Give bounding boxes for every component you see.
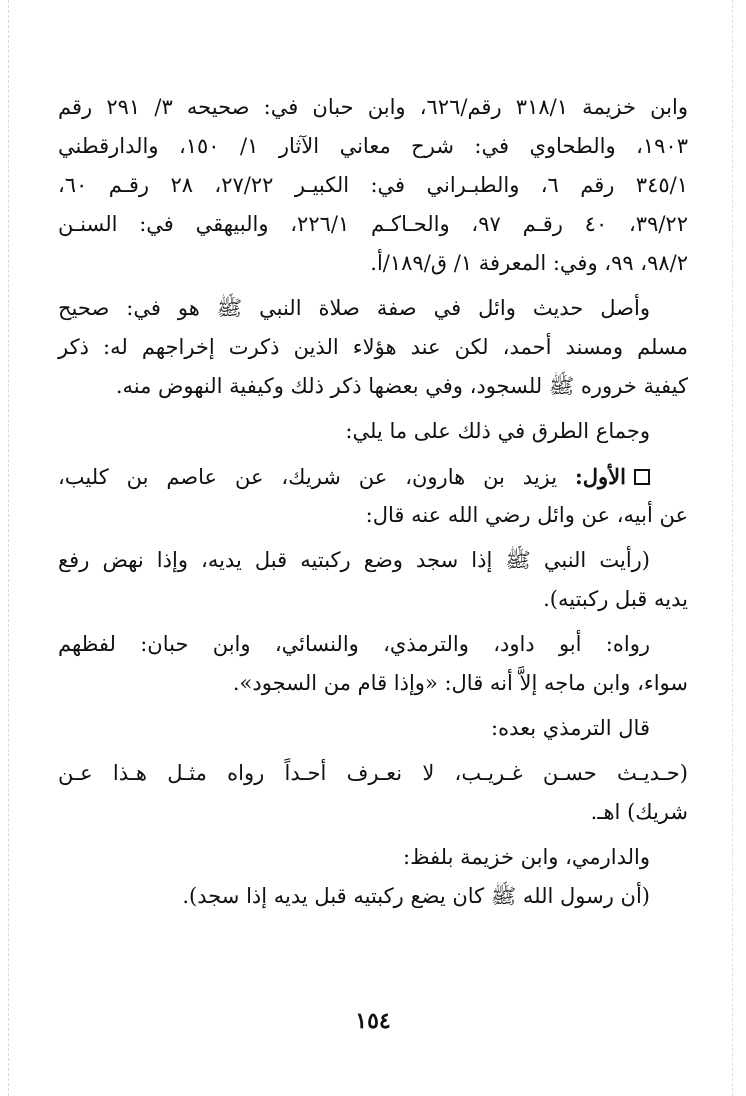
text-line: والدارمي، وابن خزيمة بلفظ:: [403, 845, 650, 869]
text-line: سواء، وابن ماجه إلاَّ أنه قال: «وإذا قام من السجود».: [232, 671, 688, 695]
text-line: (رأيت النبي ﷺ إذا سجد وضع ركبتيه قبل يديه، وإذا نهض رفع: [58, 548, 650, 572]
page-body: [58, 88, 688, 916]
text-line: مسلم ومسند أحمد، لكن عند هؤلاء الذين ذكرت إخراجهم له: ذكر: [58, 335, 688, 359]
text-line: ٩٨/٢، ٩٩، وفي: المعرفة ١/ ق/١٨٩/أ.: [370, 251, 688, 275]
text-line: يديه قبل ركبتيه).: [543, 587, 688, 611]
checkbox-icon: [634, 469, 650, 485]
text-line: عن أبيه، عن وائل رضي الله عنه قال:: [365, 503, 688, 527]
route-text: يزيد بن هارون، عن شريك، عن عاصم بن كليب،: [58, 465, 558, 489]
scan-edge: [8, 0, 10, 1096]
body-paragraph: [58, 412, 688, 451]
citation-paragraph: [58, 88, 688, 283]
text-line: [58, 457, 688, 496]
text-line: ١٩٠٣، والطحاوي في: شرح معاني الآثار ١/ ١٥٠، والدارقطني: [58, 134, 688, 158]
text-line: رواه: أبو داود، والترمذي، والنسائي، وابن حبان: لفظهم: [58, 632, 650, 656]
hadith-quote: [58, 754, 688, 832]
text-line: قال الترمذي بعده:: [491, 716, 650, 740]
hadith-quote: [58, 541, 688, 619]
body-paragraph: [58, 709, 688, 748]
body-paragraph: [58, 625, 688, 703]
text-line: وجماع الطرق في ذلك على ما يلي:: [345, 419, 650, 443]
text-line: ٣٩/٢٢، ٤٠ رقـم ٩٧، والحـاكـم ٢٢٦/١، والبيهقي في: السنـن: [58, 212, 688, 236]
text-line: (أن رسول الله ﷺ كان يضع ركبتيه قبل يديه إذا سجد).: [182, 884, 650, 908]
text-line: (حـديـث حسـن غـريـب، لا نعـرف أحـداً رواه مثـل هـذا عـن: [58, 761, 688, 785]
hadith-quote: [58, 877, 688, 916]
body-paragraph: [58, 289, 688, 406]
scan-edge: [732, 0, 734, 1096]
text-line: وابن خزيمة ٣١٨/١ رقم/٦٢٦، وابن حبان في: صحيحه ٣/ ٢٩١ رقم: [58, 95, 688, 119]
page-number: ١٥٤: [355, 1008, 391, 1034]
route-label: الأول:: [575, 464, 626, 489]
text-line: وأصل حديث وائل في صفة صلاة النبي ﷺ هو في: صحيح: [58, 296, 650, 320]
text-line: كيفية خروره ﷺ للسجود، وفي بعضها ذكر ذلك وكيفية النهوض منه.: [115, 374, 688, 398]
body-paragraph: [58, 838, 688, 877]
text-line: شريك) اهـ.: [590, 800, 688, 824]
route-paragraph: [58, 457, 688, 535]
text-line: ٣٤٥/١ رقم ٦، والطبـراني في: الكبيـر ٢٧/٢٢، ٢٨ رقـم ٦٠،: [58, 173, 688, 197]
